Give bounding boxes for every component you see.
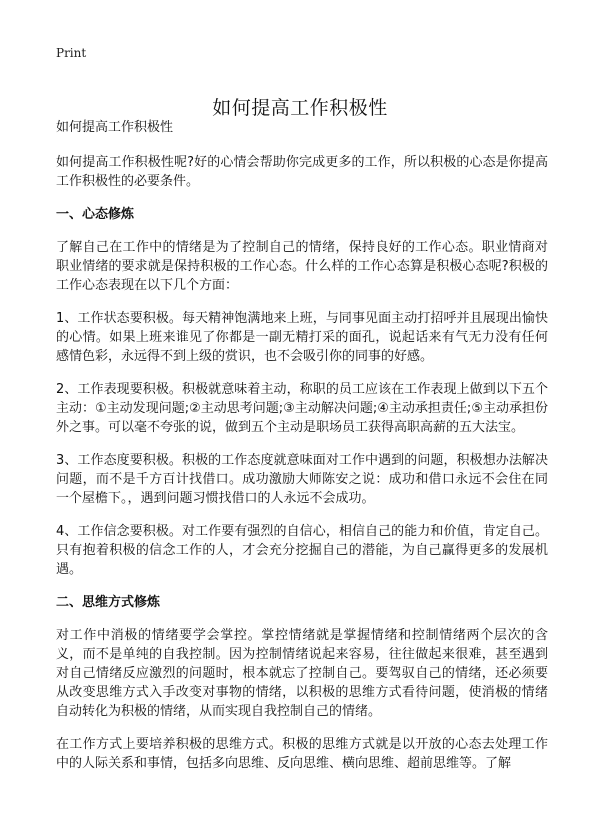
- print-label: Print: [56, 46, 87, 60]
- intro-paragraph: 如何提高工作积极性呢?好的心情会帮助你完成更多的工作，所以积极的心态是你提高工作积极性的必要条件。: [56, 155, 548, 189]
- article-subtitle: 如何提高工作积极性: [56, 120, 174, 135]
- paragraph: 3、工作态度要积极。积极的工作态度就意味面对工作中遇到的问题，积极想办法解决问题，而不是千方百计找借口。成功激励大师陈安之说：成功和借口永远不会住在同一个屋檐下。，遇到问题习惯找借口的人永远不会成功。: [56, 453, 548, 506]
- paragraph: 了解自己在工作中的情绪是为了控制自己的情绪，保持良好的工作心态。职业情商对职业情绪的要求就是保持积极的工作心态。什么样的工作心态算是积极心态呢?积极的工作心态表现在以下几个方面：: [56, 240, 548, 293]
- article-body: [56, 118, 548, 787]
- page-title: 如何提高工作积极性: [212, 96, 388, 119]
- paragraph: 4、工作信念要积极。对工作要有强烈的自信心，相信自己的能力和价值，肯定自己。只有抱着积极的信念工作的人，才会充分挖掘自己的潜能，为自己赢得更多的发展机遇。: [56, 524, 548, 577]
- paragraph: 1、工作状态要积极。每天精神饱满地来上班，与同事见面主动打招呼并且展现出愉快的心情。如果上班来谁见了你都是一副无精打采的面孔，说起话来有气无力没有任何感情色彩，永远得不到上级的赏识，也不会吸引你的同事的好感。: [56, 311, 548, 364]
- paragraph: 2、工作表现要积极。积极就意味着主动，称职的员工应该在工作表现上做到以下五个主动：①主动发现问题;②主动思考问题;③主动解决问题;④主动承担责任;⑤主动承担份外之事。可以毫不夸张的说，做到五个主动是职场员工获得高职高薪的五大法宝。: [56, 382, 548, 435]
- section-heading-thinking: 二、思维方式修炼: [56, 595, 161, 610]
- section-heading-mindset: 一、心态修炼: [56, 207, 135, 222]
- paragraph: 对工作中消极的情绪要学会掌控。掌控情绪就是掌握情绪和控制情绪两个层次的含义，而不是单纯的自我控制。因为控制情绪说起来容易，往往做起来很难，甚至遇到对自己情绪反应激烈的问题时，根本就忘了控制自己。要驾驭自己的情绪，还必须要从改变思维方式入手改变对事物的情绪，以积极的思维方式看待问题，使消极的情绪自动转化为积极的情绪，从而实现自我控制自己的情绪。: [56, 628, 548, 719]
- paragraph: 在工作方式上要培养积极的思维方式。积极的思维方式就是以开放的心态去处理工作中的人际关系和事情，包括多向思维、反向思维、横向思维、超前思维等。了解: [56, 737, 548, 771]
